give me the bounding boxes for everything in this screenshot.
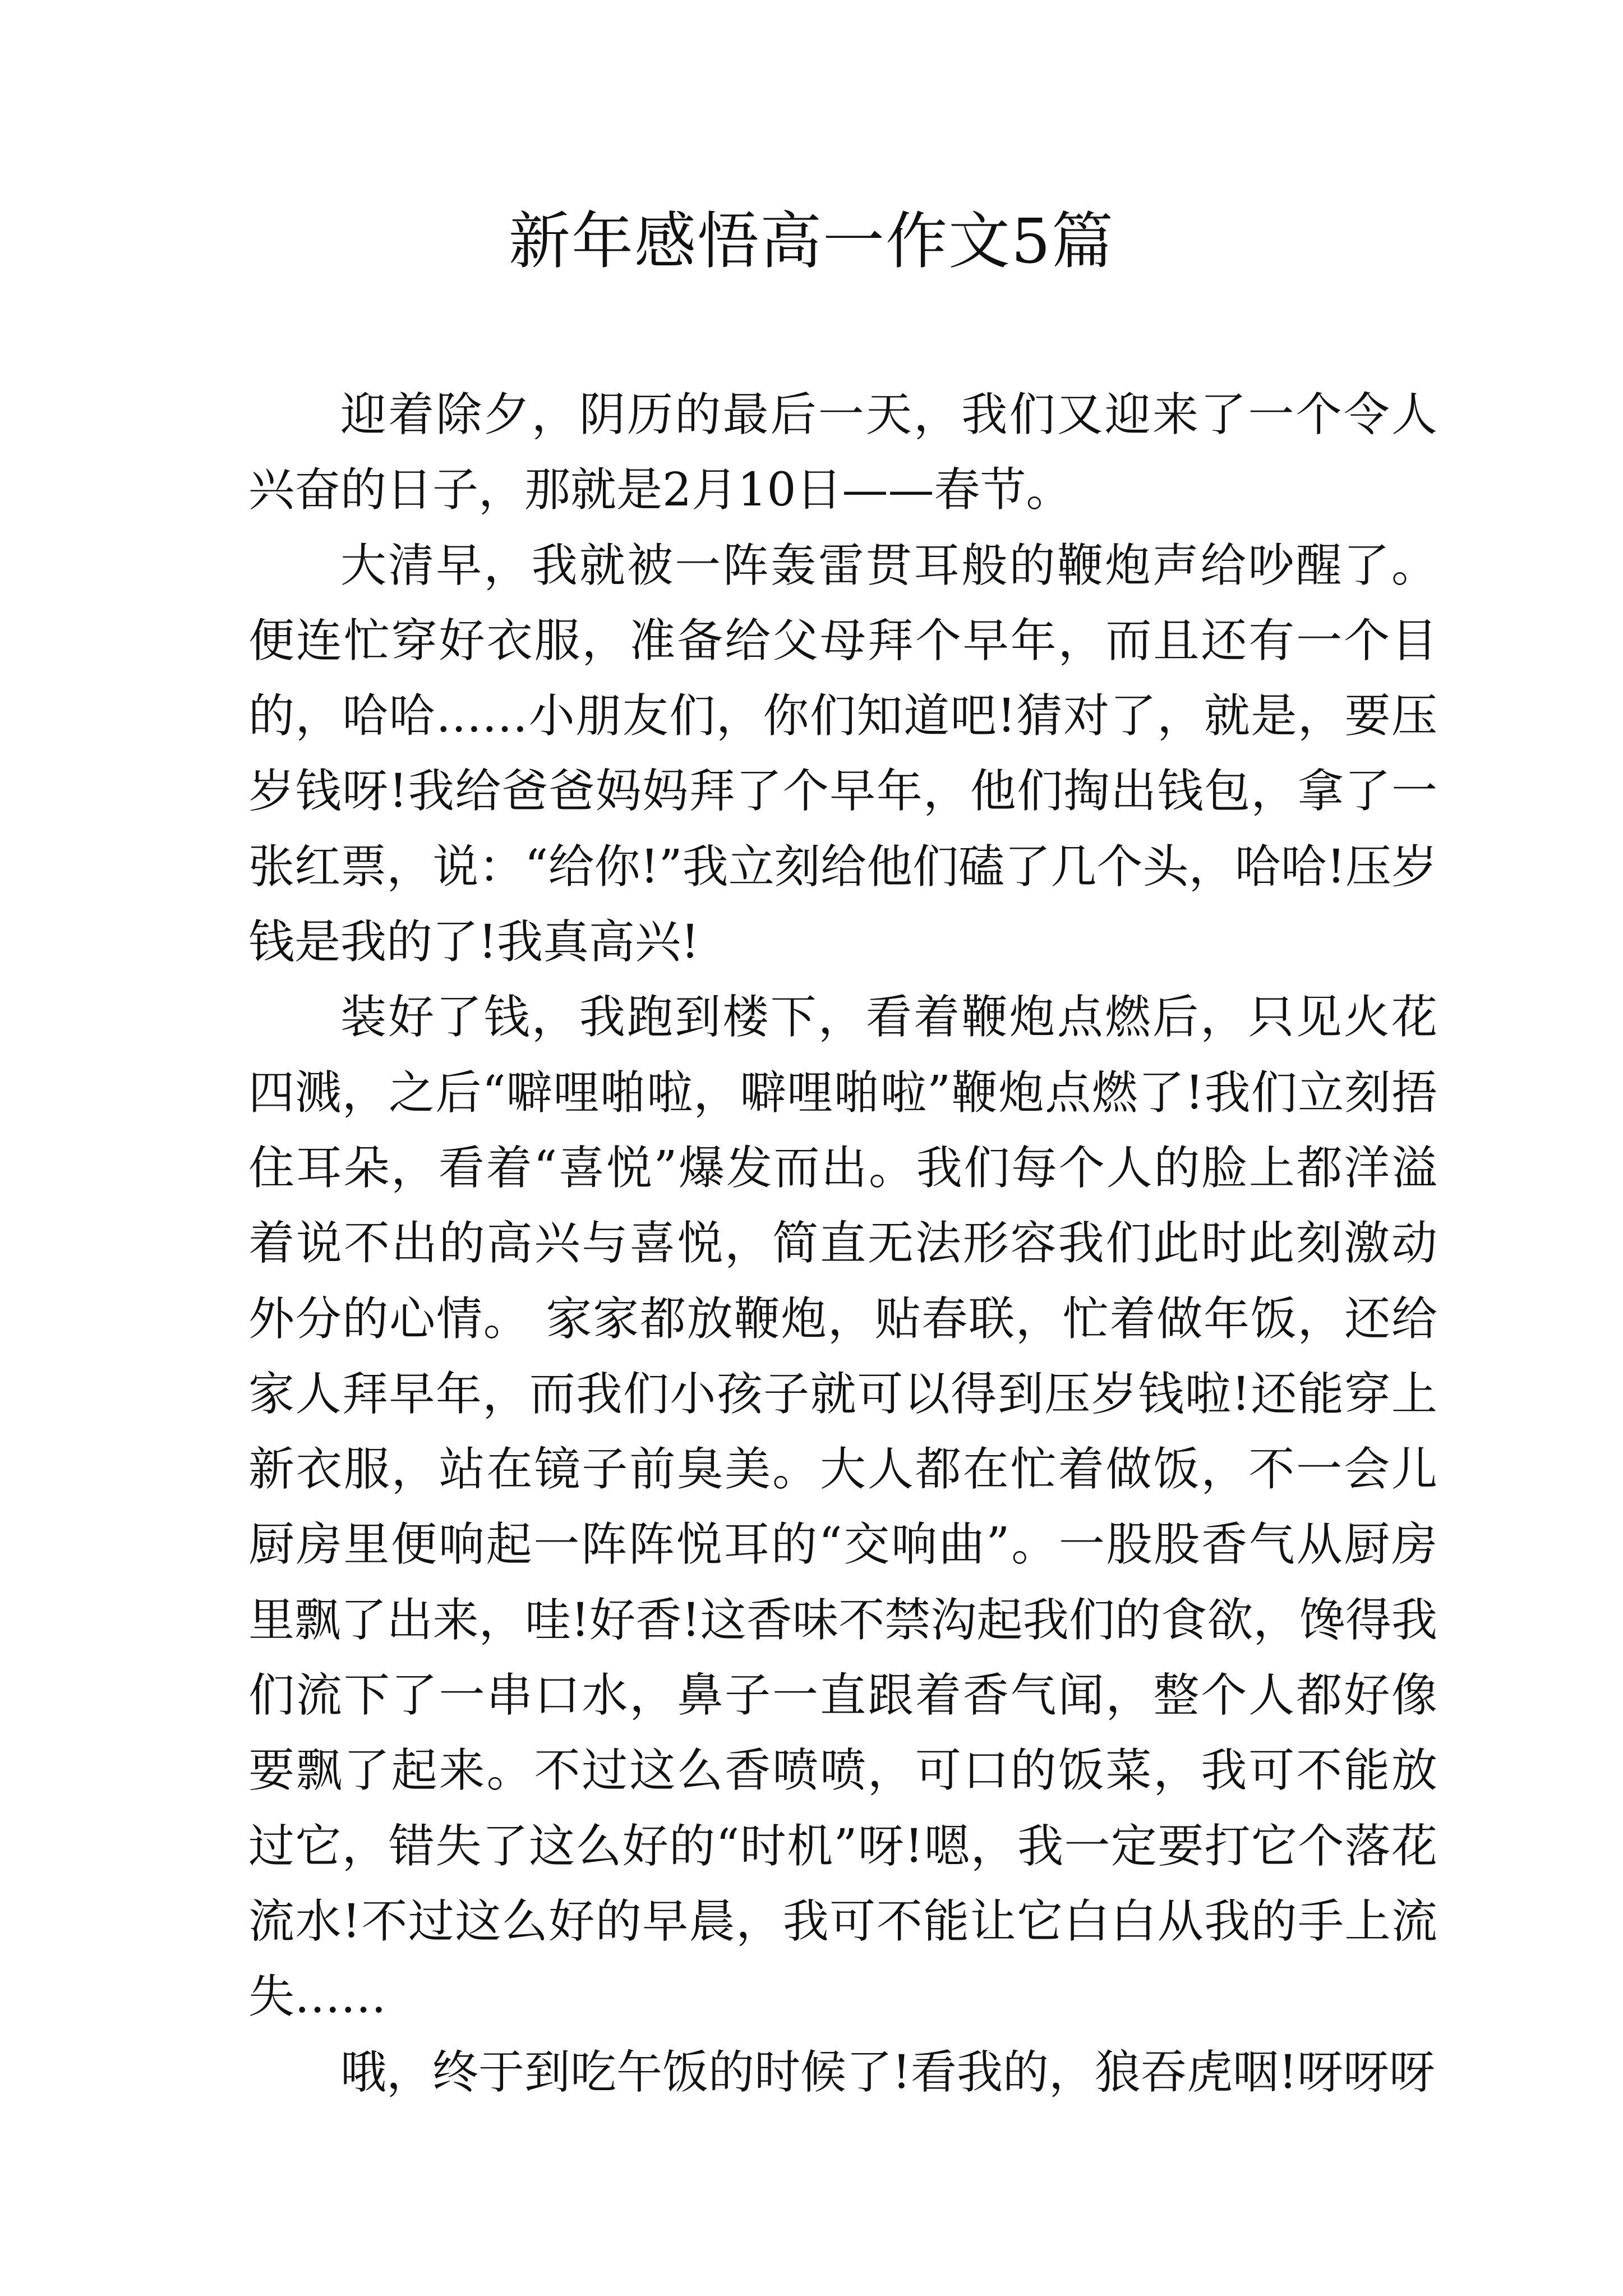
paragraph-4: 哦，终于到吃午饭的时候了!看我的，狼吞虎咽!呀呀呀: [340, 2045, 1435, 2099]
document-title: 新年感悟高一作文5篇: [509, 205, 1114, 277]
paragraph-1: 迎着除夕，阴历的最后一天，我们又迎来了一个令人兴奋的日子，那就是2月10日——春节。: [248, 388, 1437, 517]
paragraph-3: 装好了钱，我跑到楼下，看着鞭炮点燃后，只见火花四溅，之后“噼哩啪啦，噼哩啪啦”鞭炮点燃了!我们立刻捂住耳朵，看着“喜悦”爆发而出。我们每个人的脸上都洋溢着说不出的高兴与喜悦，简直无法形容我们此时此刻激动外分的心情。 家家都放鞭炮，贴春联，忙着做年饭，还给家人拜早年，而我们小孩子就可以得到压岁钱啦!还能穿上新衣服，站在镜子前臭美。大人都在忙着做饭，不一会儿厨房里便响起一阵阵悦耳的“交响曲”。一股股香气从厨房里飘了出来，哇!好香!这香味不禁沟起我们的食欲，馋得我们流下了一串口水，鼻子一直跟着香气闻，整个人都好像要飘了起来。不过这么香喷喷，可口的饭菜，我可不能放过它，错失了这么好的“时机”呀!嗯，我一定要打它个落花流水!不过这么好的早晨，我可不能让它白白从我的手上流失……: [248, 991, 1437, 2024]
document-body: [248, 378, 1437, 2110]
paragraph-2: 大清早，我就被一阵轰雷贯耳般的鞭炮声给吵醒了。便连忙穿好衣服，准备给父母拜个早年，而且还有一个目的，哈哈……小朋友们，你们知道吧!猜对了，就是，要压岁钱呀!我给爸爸妈妈拜了个早年，他们掏出钱包，拿了一张红票，说：“给你!”我立刻给他们磕了几个头，哈哈!压岁钱是我的了!我真高兴!: [248, 539, 1437, 969]
